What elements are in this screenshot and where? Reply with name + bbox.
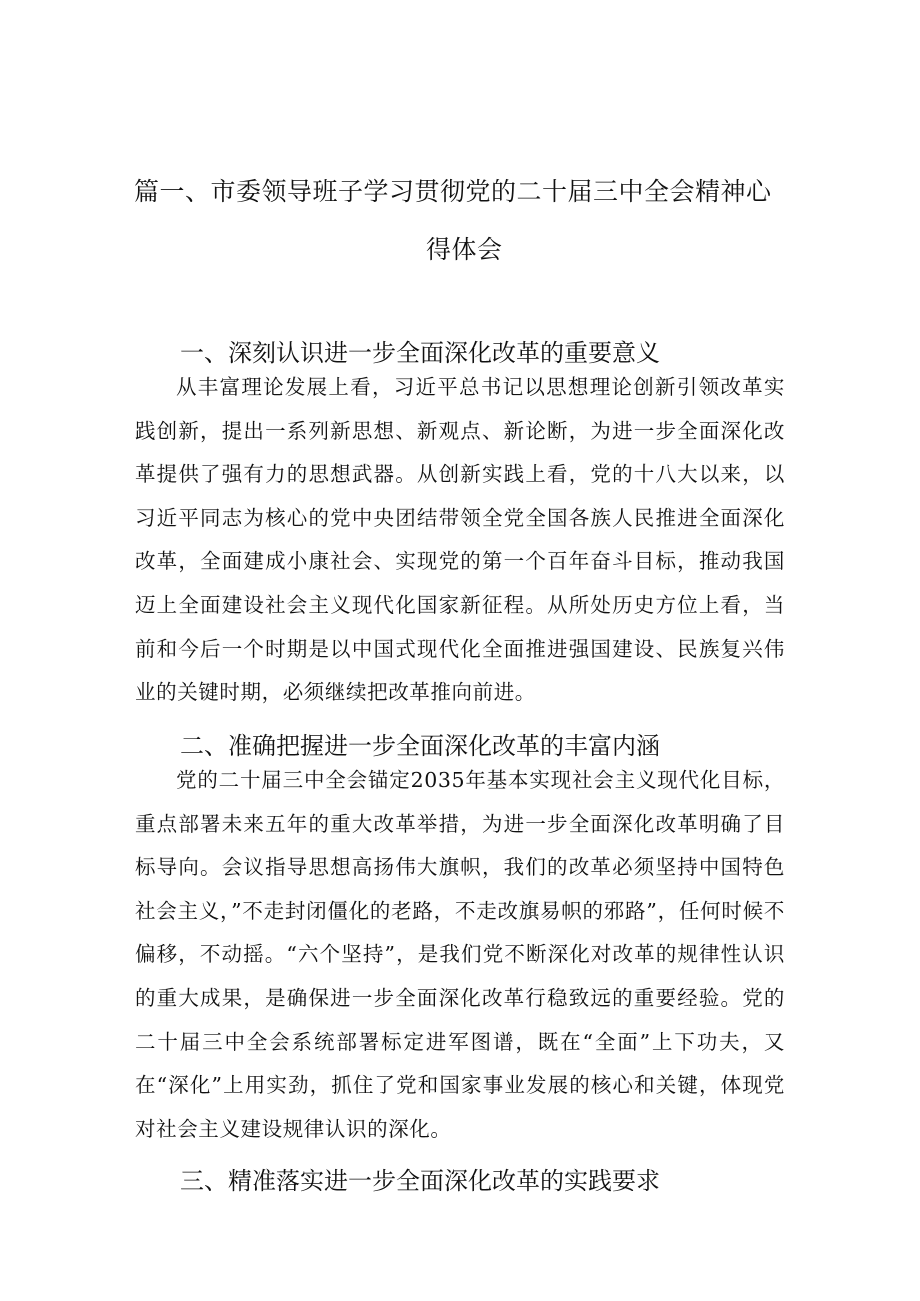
section-heading-1: 一、深刻认识进一步全面深化改革的重要意义 — [180, 339, 660, 367]
document-title-line-1: 篇一、市委领导班子学习贯彻党的二十届三中全会精神心 — [134, 177, 772, 206]
section-paragraph-1: 从丰富理论发展上看，习近平总书记以思想理论创新引领改革实践创新，提出一系列新思想、新观点、新论断，为进一步全面深化改革提供了强有力的思想武器。从创新实践上看，党的十八大以来，以习近平同志为核心的党中央团结带领全党全国各族人民推进全面深化改革，全面建成小康社会、实现党的第一个百年奋斗目标，推动我国迈上全面建设社会主义现代化国家新征程。从所处历史方位上看，当前和今后一个时期是以中国式现代化全面推进强国建设、民族复兴伟业的关键时期，必须继续把改革推向前进。 — [135, 375, 785, 705]
section-paragraph-2: 党的二十届三中全会锚定2035年基本实现社会主义现代化目标，重点部署未来五年的重大改革举措，为进一步全面深化改革明确了目标导向。会议指导思想高扬伟大旗帜，我们的改革必须坚持中国特色社会主义，”不走封闭僵化的老路，不走改旗易帜的邪路”，任何时候不偏移，不动摇。“六个坚持”，是我们党不断深化对改革的规律性认识的重大成果，是确保进一步全面深化改革行稳致远的重要经验。党的二十届三中全会系统部署标定进军图谱，既在“全面”上下功夫，又在“深化”上用实劲，抓住了党和国家事业发展的核心和关键，体现党对社会主义建设规律认识的深化。 — [135, 768, 785, 1141]
document-title-line-2: 得体会 — [426, 235, 503, 264]
section-heading-3: 三、精准落实进一步全面深化改革的实践要求 — [180, 1167, 660, 1195]
section-heading-2: 二、准确把握进一步全面深化改革的丰富内涵 — [180, 732, 660, 760]
